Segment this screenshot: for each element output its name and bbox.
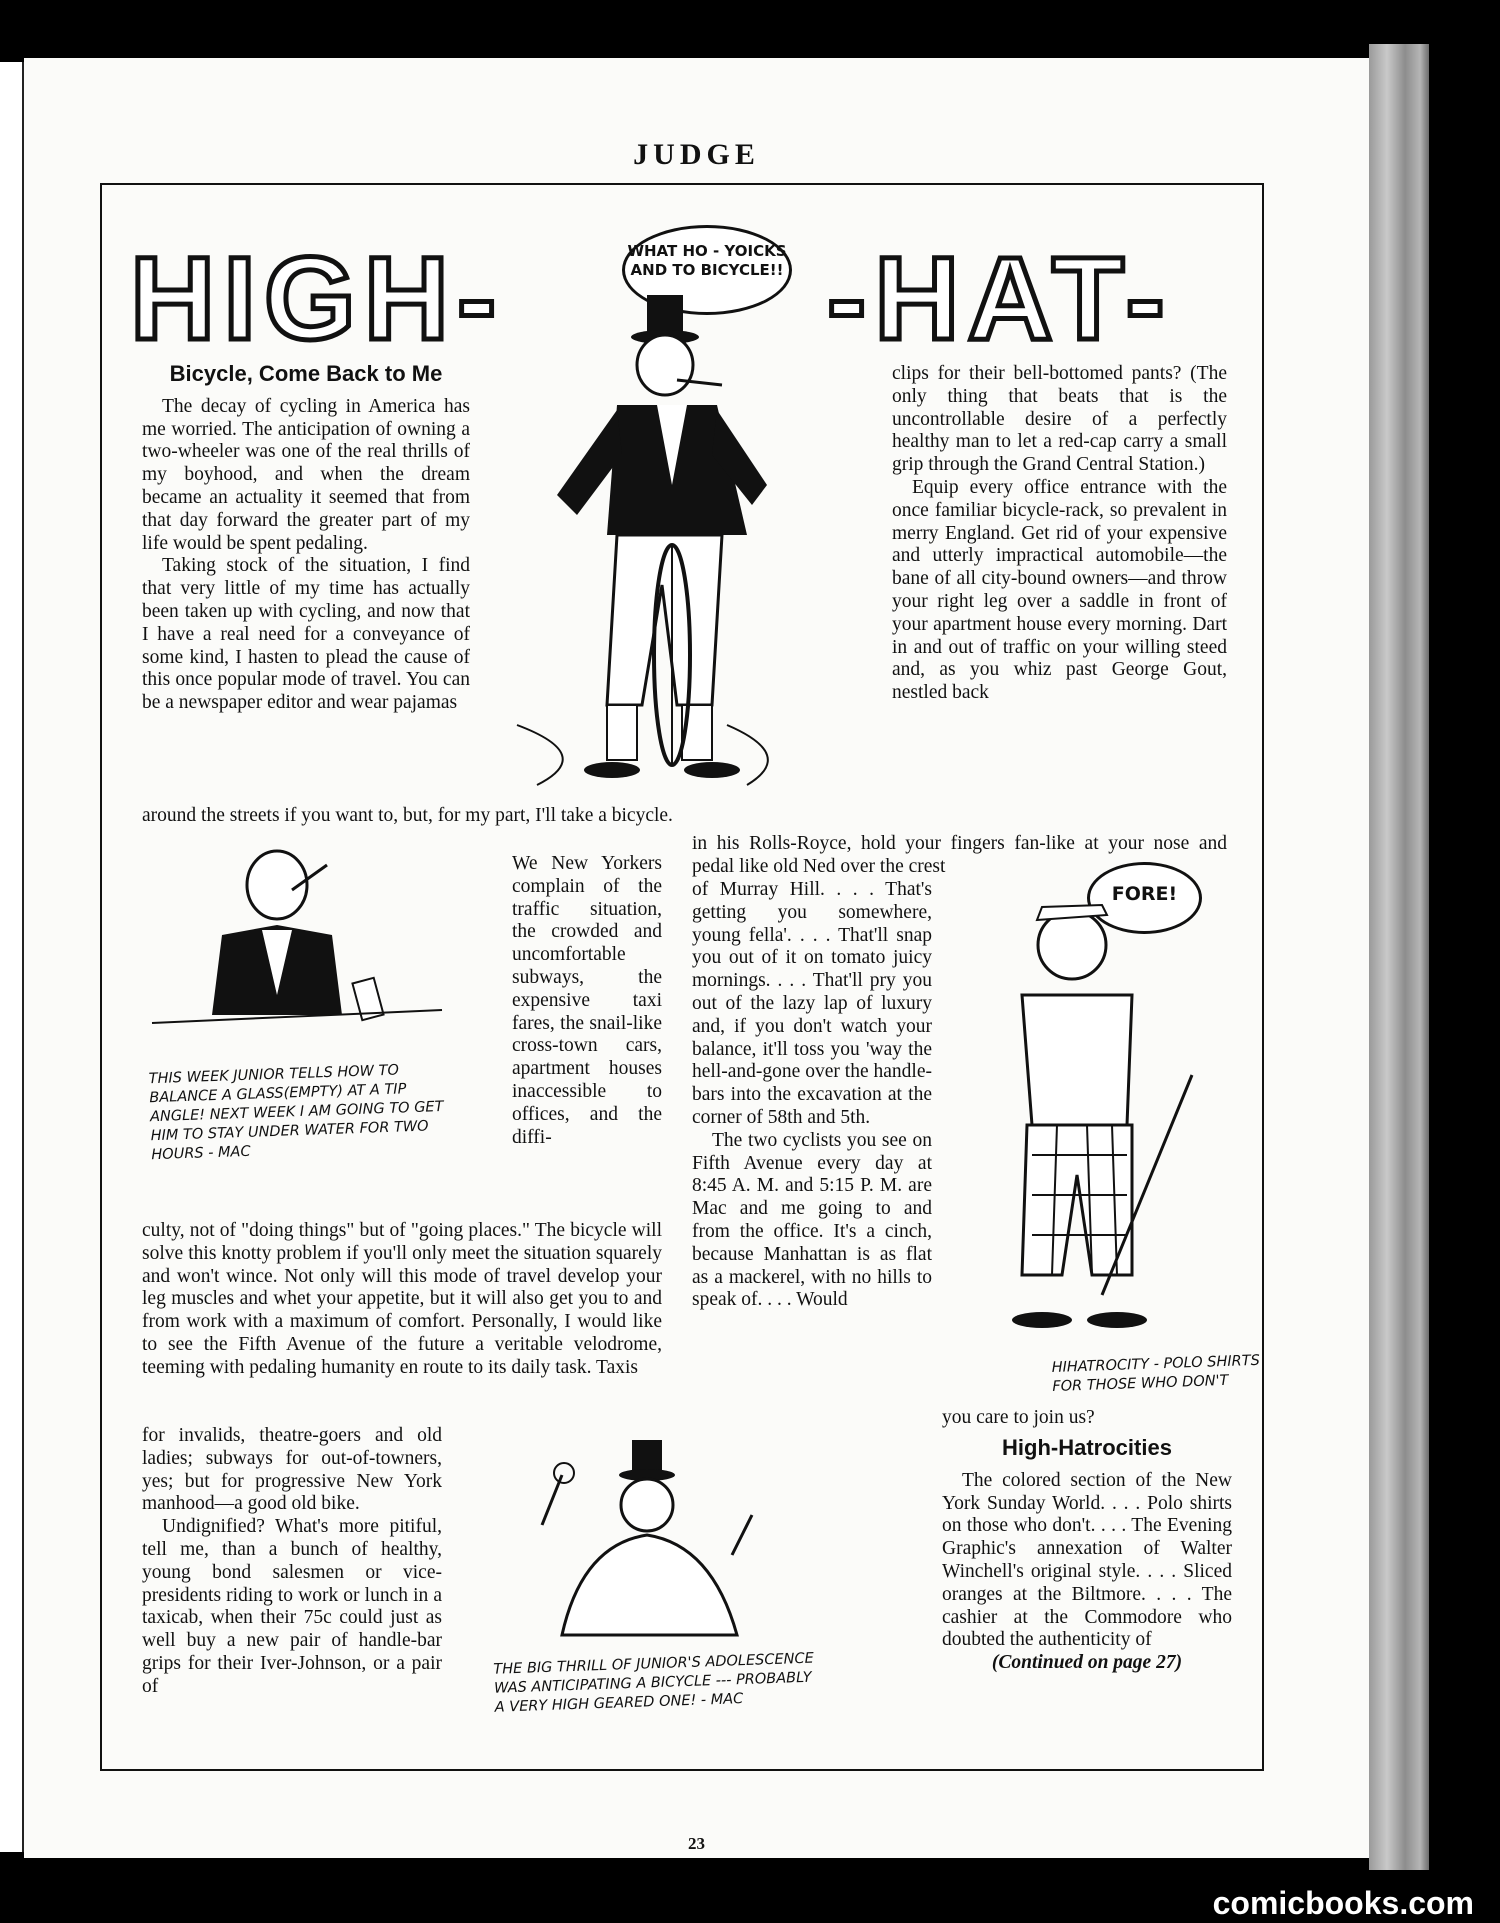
paragraph: clips for their bell-bottomed pants? (The only thing that beats that is the uncontrollable desire of a perfectly healthy man to let a red-cap carry a small grip through the Grand Central Station.) bbox=[892, 363, 1227, 476]
article-column-left-bottom bbox=[142, 1425, 442, 1699]
paragraph: culty, not of "doing things" but of "going places." The bicycle will solve this knotty problem if you'll only meet the situation squarely and won't wince. Not only will this mode of travel develop your leg muscles and whet your appetite, but it will also get you to and from work with a maximum of comfort. Personally, I would like to see the Fifth Avenue of the future a veritable velodrome, teeming with pedaling humanity en route to its daily task. Taxis bbox=[142, 1220, 662, 1378]
caption-bicycle: THE BIG THRILL OF JUNIOR'S ADOLESCENCE WAS ANTICIPATING A BICYCLE --- PROBABLY A VERY HIGH GEARED ONE! - MAC bbox=[493, 1650, 815, 1716]
paragraph: of Murray Hill. . . . That's getting you somewhere, young fella'. . . . That'll snap you out of it on tomato juicy mornings. . . . That'll pry you out of the lazy lap of luxury and, if you don't watch your balance, it'll toss you 'way the hell-and-gone over the handle-bars into the excavation at the corner of 58th and 5th. bbox=[692, 879, 932, 1128]
page-number: 23 bbox=[688, 1834, 705, 1853]
article-column-left-top bbox=[142, 363, 470, 715]
high-hat-man-illustration bbox=[497, 285, 827, 805]
paragraph: We New Yorkers complain of the traffic situation, the crowded and uncomfortable subways, the expensive taxi fares, the snail-like cross-town cars, apartment houses inaccessible to offices, and the diffi- bbox=[512, 853, 662, 1148]
caption-junior-glass: THIS WEEK JUNIOR TELLS HOW TO BALANCE A GLASS(EMPTY) AT A TIP ANGLE! NEXT WEEK I AM GOING TO GET HIM TO STAY UNDER WATER FOR TWO HOURS - MAC bbox=[148, 1062, 444, 1164]
paragraph: in his Rolls-Royce, hold your fingers fan-like at your nose and pedal like old Ned over the crest bbox=[692, 833, 1227, 877]
paragraph: The two cyclists you see on Fifth Avenue every day at 8:45 A. M. and 5:15 P. M. are Mac and me going to and from the office. It's a cinch, because Manhattan is as flat as a mackerel, with no hills to speak of. . . . Would bbox=[692, 1129, 932, 1311]
article-column-narrow bbox=[512, 853, 662, 1149]
golfer-illustration bbox=[982, 875, 1222, 1345]
article-tail bbox=[942, 1407, 1222, 1430]
continued-note: (Continued on page 27) bbox=[991, 1652, 1183, 1674]
article-heading: Bicycle, Come Back to Me bbox=[169, 361, 443, 386]
article-column-middle bbox=[692, 879, 932, 1312]
magazine-page bbox=[24, 58, 1369, 1858]
paragraph: Equip every office entrance with the once familiar bicycle-rack, so prevalent in merry England. Get rid of your expensive and utterly impractical automobile—the bane of all city-bound owners—and throw your right leg over a saddle in front of your apartment house every morning. Dart in and out of traffic on your willing steed and, as you whiz past George Gout, nestled back bbox=[892, 476, 1227, 704]
book-spine bbox=[1369, 44, 1429, 1870]
paragraph: The decay of cycling in America has me worried. The anticipation of owning a two-wheeler was one of the real thrills of my boyhood, and when the dream became an actuality it seemed that from that day forward the greater part of my life would be spent pedaling. bbox=[142, 395, 470, 554]
paragraph: Taking stock of the situation, I find that very little of my time has actually been taken up with cycling, and now that I have a real need for a conveyance of some kind, I hasten to plead the cause of this once popular mode of travel. You can be a newspaper editor and wear pajamas bbox=[142, 555, 470, 714]
speech-bubble-top: WHAT HO - YOICKS AND TO BICYCLE!! bbox=[622, 225, 792, 315]
article-frame bbox=[100, 183, 1264, 1771]
paragraph: The colored section of the New York Sunday World. . . . Polo shirts on those who don't. . . . The Evening Graphic's annexation of Walter Winchell's original style. . . . Sliced oranges at the Biltmore. . . . The cashier at the Commodore who doubted the authenticity of bbox=[942, 1469, 1232, 1651]
article-span-2 bbox=[142, 1220, 662, 1380]
paragraph-span: around the streets if you want to, but, for my part, I'll take a bicycle. bbox=[142, 805, 673, 826]
paragraph: you care to join us? bbox=[942, 1407, 1095, 1428]
title-high: HIGH- bbox=[130, 233, 505, 365]
article-column-right bbox=[892, 363, 1227, 705]
paragraph: Undignified? What's more pitiful, tell me, than a bunch of healthy, young bond salesmen or vice-presidents riding to work or lunch in a taxicab, when their 75c could just as well buy a new pair of handle-bar grips for their Iver-Johnson, or a pair of bbox=[142, 1516, 442, 1697]
junior-glass-illustration bbox=[152, 845, 452, 1045]
title-hat: -HAT- bbox=[827, 233, 1173, 365]
caption-golfer: HIHATROCITY - POLO SHIRTS FOR THOSE WHO DON'T bbox=[1051, 1352, 1261, 1396]
article-column-hatrocities bbox=[942, 1437, 1232, 1675]
speech-bubble-golfer: FORE! bbox=[1087, 862, 1202, 934]
article-span-1 bbox=[142, 805, 702, 828]
article-heading: High-Hatrocities bbox=[1002, 1435, 1172, 1460]
paragraph: for invalids, theatre-goers and old ladies; subways for out-of-towners, yes; but for progressive New York manhood—a good old bike. bbox=[142, 1425, 442, 1515]
watermark: comicbooks.com bbox=[1212, 1885, 1474, 1921]
magazine-header: JUDGE bbox=[633, 138, 760, 171]
junior-bicycle-illustration bbox=[502, 1435, 782, 1665]
previous-page-edge bbox=[0, 62, 24, 1852]
